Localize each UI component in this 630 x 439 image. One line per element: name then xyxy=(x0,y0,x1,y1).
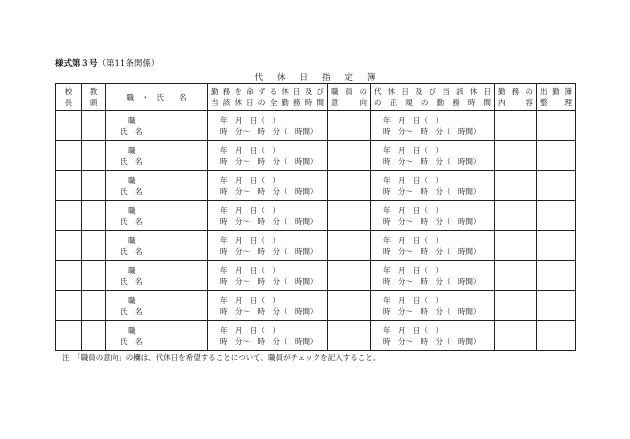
attendance-cell[interactable] xyxy=(537,201,576,231)
attendance-cell[interactable] xyxy=(537,141,576,171)
table-body xyxy=(56,111,576,351)
vice-principal-seal-cell[interactable] xyxy=(82,141,106,171)
header-vice-principal-line1: 教 xyxy=(89,87,98,96)
work-date-label: 年 月 日（ ） xyxy=(220,325,280,335)
substitute-date-cell[interactable] xyxy=(371,291,495,321)
header-attendance xyxy=(537,84,576,111)
title-label: 職 xyxy=(128,295,136,305)
header-vice-principal xyxy=(82,84,106,111)
substitute-time-label: 時 分～ 時 分（ 時間） xyxy=(383,126,481,136)
principal-seal-cell[interactable] xyxy=(56,111,82,141)
principal-seal-cell[interactable] xyxy=(56,291,82,321)
table-row xyxy=(56,291,576,321)
footnote: 注 「職員の意向」の欄は、代休日を希望することについて、職員がチェックを記入すること。 xyxy=(62,353,381,362)
title-label: 職 xyxy=(128,115,136,125)
name-cell[interactable] xyxy=(106,231,208,261)
title-label: 職 xyxy=(128,325,136,335)
principal-seal-cell[interactable] xyxy=(56,321,82,351)
vice-principal-seal-cell[interactable] xyxy=(82,201,106,231)
name-label: 氏 名 xyxy=(120,276,143,286)
substitute-holiday-table xyxy=(55,83,576,351)
work-date-label: 年 月 日（ ） xyxy=(220,175,280,185)
work-time-label: 時 分～ 時 分（ 時間） xyxy=(220,216,318,226)
substitute-date-label: 年 月 日（ ） xyxy=(383,265,443,275)
table-row xyxy=(56,171,576,201)
substitute-date-cell[interactable] xyxy=(371,141,495,171)
form-number xyxy=(55,57,159,69)
substitute-time-label: 時 分～ 時 分（ 時間） xyxy=(383,216,481,226)
substitute-date-label: 年 月 日（ ） xyxy=(383,295,443,305)
work-date-cell[interactable] xyxy=(208,261,328,291)
header-work-date-line1: 勤務を命ずる休日及び xyxy=(211,87,324,96)
vice-principal-seal-cell[interactable] xyxy=(82,111,106,141)
header-substitute xyxy=(371,84,495,111)
substitute-time-label: 時 分～ 時 分（ 時間） xyxy=(383,246,481,256)
work-content-cell[interactable] xyxy=(495,111,537,141)
attendance-cell[interactable] xyxy=(537,261,576,291)
substitute-date-label: 年 月 日（ ） xyxy=(383,115,443,125)
intention-check-cell[interactable] xyxy=(328,321,371,351)
substitute-date-cell[interactable] xyxy=(371,321,495,351)
title-label: 職 xyxy=(128,145,136,155)
table-row xyxy=(56,201,576,231)
work-date-cell[interactable] xyxy=(208,111,328,141)
header-content-line1: 勤務の xyxy=(498,87,533,96)
name-cell[interactable] xyxy=(106,291,208,321)
substitute-date-label: 年 月 日（ ） xyxy=(383,145,443,155)
work-content-cell[interactable] xyxy=(495,291,537,321)
work-date-cell[interactable] xyxy=(208,291,328,321)
principal-seal-cell[interactable] xyxy=(56,261,82,291)
work-content-cell[interactable] xyxy=(495,261,537,291)
work-date-cell[interactable] xyxy=(208,321,328,351)
table-row xyxy=(56,231,576,261)
intention-check-cell[interactable] xyxy=(328,141,371,171)
name-cell[interactable] xyxy=(106,171,208,201)
header-work-date xyxy=(208,84,328,111)
form-number-label: 様式第３号 xyxy=(55,59,98,69)
work-content-cell[interactable] xyxy=(495,141,537,171)
table-row xyxy=(56,321,576,351)
vice-principal-seal-cell[interactable] xyxy=(82,171,106,201)
substitute-date-label: 年 月 日（ ） xyxy=(383,235,443,245)
name-cell[interactable] xyxy=(106,261,208,291)
work-date-label: 年 月 日（ ） xyxy=(220,265,280,275)
header-vice-principal-line2: 頭 xyxy=(89,98,98,107)
attendance-cell[interactable] xyxy=(537,111,576,141)
work-date-cell[interactable] xyxy=(208,231,328,261)
header-intention xyxy=(328,84,371,111)
intention-check-cell[interactable] xyxy=(328,201,371,231)
work-content-cell[interactable] xyxy=(495,321,537,351)
intention-check-cell[interactable] xyxy=(328,171,371,201)
name-label: 氏 名 xyxy=(120,246,143,256)
work-date-label: 年 月 日（ ） xyxy=(220,205,280,215)
substitute-date-label: 年 月 日（ ） xyxy=(383,205,443,215)
work-date-label: 年 月 日（ ） xyxy=(220,235,280,245)
substitute-date-cell[interactable] xyxy=(371,201,495,231)
header-content xyxy=(495,84,537,111)
intention-check-cell[interactable] xyxy=(328,231,371,261)
name-cell[interactable] xyxy=(106,201,208,231)
name-label: 氏 名 xyxy=(120,336,143,346)
work-time-label: 時 分～ 時 分（ 時間） xyxy=(220,306,318,316)
substitute-time-label: 時 分～ 時 分（ 時間） xyxy=(383,276,481,286)
substitute-date-cell[interactable] xyxy=(371,261,495,291)
header-attendance-line2: 整 理 xyxy=(540,98,572,107)
header-name: 職 ・ 氏 名 xyxy=(106,84,208,111)
header-principal-line2: 長 xyxy=(64,98,73,107)
work-date-cell[interactable] xyxy=(208,141,328,171)
vice-principal-seal-cell[interactable] xyxy=(82,261,106,291)
table-row xyxy=(56,141,576,171)
table-row xyxy=(56,111,576,141)
form-article-ref: （第11条関係） xyxy=(97,59,160,69)
name-label: 氏 名 xyxy=(120,126,143,136)
intention-check-cell[interactable] xyxy=(328,111,371,141)
name-cell[interactable] xyxy=(106,321,208,351)
work-date-label: 年 月 日（ ） xyxy=(220,145,280,155)
name-label: 氏 名 xyxy=(120,186,143,196)
header-substitute-line2: の正規の勤務時間 xyxy=(374,98,491,107)
name-label: 氏 名 xyxy=(120,306,143,316)
substitute-date-label: 年 月 日（ ） xyxy=(383,325,443,335)
work-content-cell[interactable] xyxy=(495,201,537,231)
header-content-line2: 内 容 xyxy=(498,98,533,107)
work-time-label: 時 分～ 時 分（ 時間） xyxy=(220,276,318,286)
substitute-date-cell[interactable] xyxy=(371,111,495,141)
work-date-label: 年 月 日（ ） xyxy=(220,115,280,125)
work-date-cell[interactable] xyxy=(208,171,328,201)
header-principal-line1: 校 xyxy=(64,87,73,96)
substitute-date-cell[interactable] xyxy=(371,231,495,261)
header-attendance-line1: 出勤簿 xyxy=(540,87,572,96)
title-label: 職 xyxy=(128,235,136,245)
principal-seal-cell[interactable] xyxy=(56,171,82,201)
form-title: 代休日指定簿 xyxy=(254,73,390,83)
header-work-date-line2: 当該休日の全勤務時間 xyxy=(211,98,324,107)
attendance-cell[interactable] xyxy=(537,291,576,321)
work-content-cell[interactable] xyxy=(495,231,537,261)
work-time-label: 時 分～ 時 分（ 時間） xyxy=(220,186,318,196)
attendance-cell[interactable] xyxy=(537,171,576,201)
work-content-cell[interactable] xyxy=(495,171,537,201)
substitute-time-label: 時 分～ 時 分（ 時間） xyxy=(383,336,481,346)
name-cell[interactable] xyxy=(106,141,208,171)
title-label: 職 xyxy=(128,265,136,275)
substitute-date-label: 年 月 日（ ） xyxy=(383,175,443,185)
title-label: 職 xyxy=(128,175,136,185)
header-principal xyxy=(56,84,82,111)
work-time-label: 時 分～ 時 分（ 時間） xyxy=(220,126,318,136)
work-time-label: 時 分～ 時 分（ 時間） xyxy=(220,246,318,256)
header-row xyxy=(56,84,576,111)
title-label: 職 xyxy=(128,205,136,215)
work-time-label: 時 分～ 時 分（ 時間） xyxy=(220,156,318,166)
work-date-cell[interactable] xyxy=(208,201,328,231)
header-substitute-line1: 代休日及び当該休日 xyxy=(374,87,491,96)
table-row xyxy=(56,261,576,291)
work-time-label: 時 分～ 時 分（ 時間） xyxy=(220,336,318,346)
substitute-time-label: 時 分～ 時 分（ 時間） xyxy=(383,306,481,316)
name-label: 氏 名 xyxy=(120,216,143,226)
header-intention-line1: 職員の xyxy=(331,87,367,96)
work-date-label: 年 月 日（ ） xyxy=(220,295,280,305)
substitute-date-cell[interactable] xyxy=(371,171,495,201)
name-label: 氏 名 xyxy=(120,156,143,166)
principal-seal-cell[interactable] xyxy=(56,201,82,231)
attendance-cell[interactable] xyxy=(537,321,576,351)
intention-check-cell[interactable] xyxy=(328,261,371,291)
principal-seal-cell[interactable] xyxy=(56,141,82,171)
substitute-time-label: 時 分～ 時 分（ 時間） xyxy=(383,186,481,196)
substitute-time-label: 時 分～ 時 分（ 時間） xyxy=(383,156,481,166)
vice-principal-seal-cell[interactable] xyxy=(82,231,106,261)
vice-principal-seal-cell[interactable] xyxy=(82,291,106,321)
attendance-cell[interactable] xyxy=(537,231,576,261)
principal-seal-cell[interactable] xyxy=(56,231,82,261)
name-cell[interactable] xyxy=(106,111,208,141)
header-intention-line2: 意 向 xyxy=(331,98,367,107)
intention-check-cell[interactable] xyxy=(328,291,371,321)
vice-principal-seal-cell[interactable] xyxy=(82,321,106,351)
